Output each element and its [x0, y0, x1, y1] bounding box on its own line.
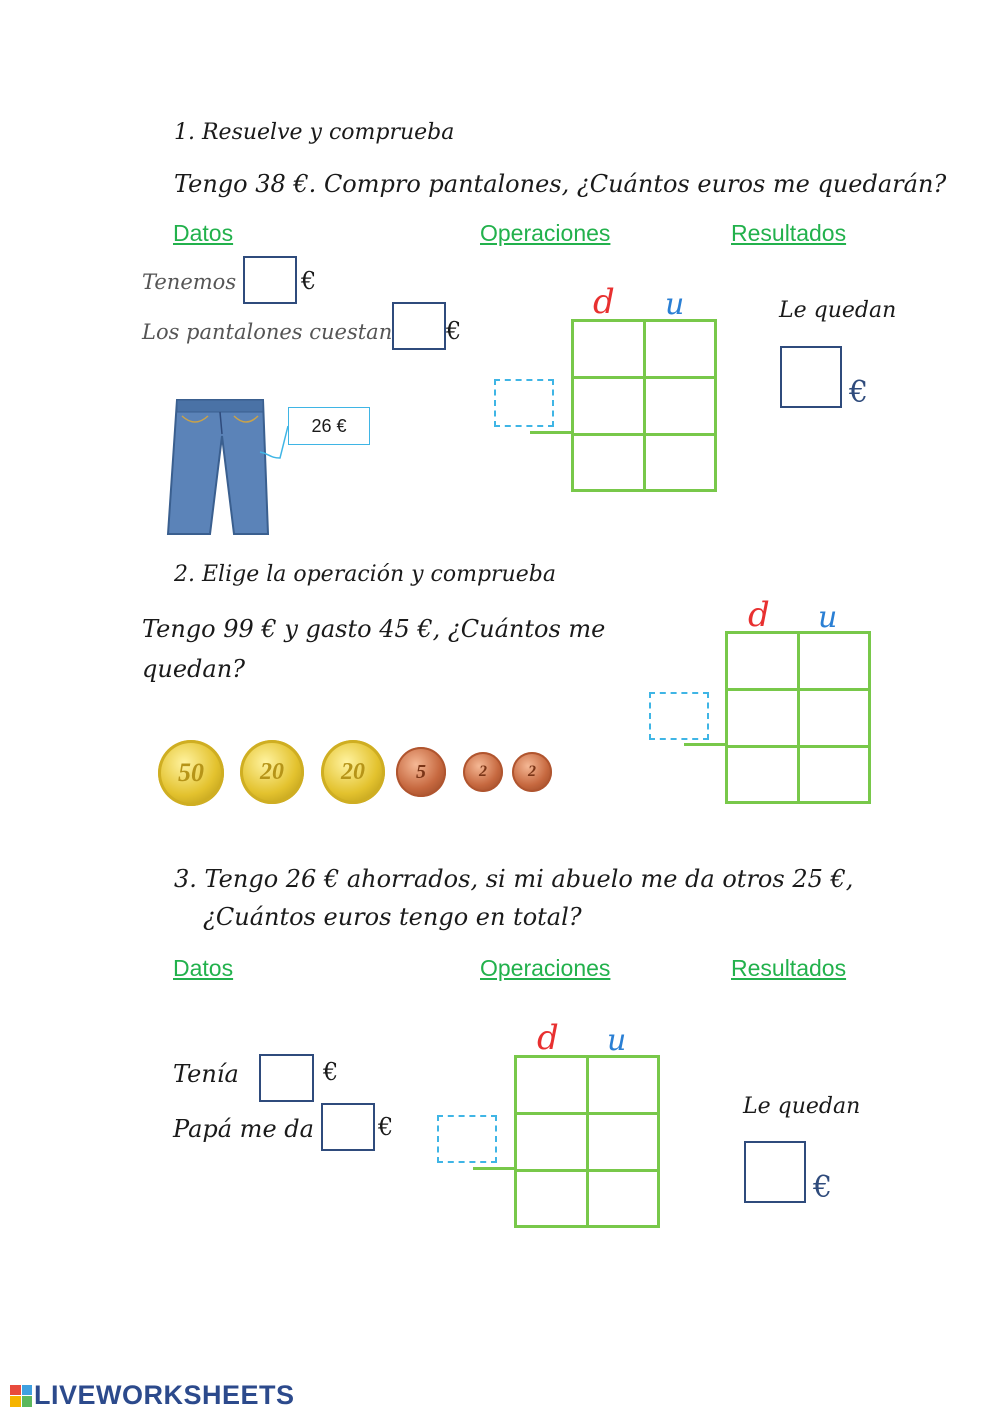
ex2-d-label: d: [748, 595, 770, 635]
ex3-cell-u2[interactable]: [586, 1113, 657, 1165]
coin-2-cent: 2: [512, 752, 552, 792]
ex1-d-label: d: [593, 282, 615, 322]
ex3-header-datos: Datos: [173, 955, 234, 981]
ex2-sum-line: [684, 743, 728, 746]
ex3-d-label: d: [537, 1018, 559, 1058]
ex3-result-input[interactable]: [744, 1141, 806, 1203]
ex2-cell-d1[interactable]: [727, 633, 793, 685]
ex3-result-label: Le quedan: [743, 1094, 861, 1119]
ex3-cell-u3[interactable]: [586, 1170, 657, 1224]
ex2-operator-input[interactable]: [649, 692, 709, 740]
ex1-cell-d2[interactable]: [573, 377, 639, 429]
ex1-tenemos-label: Tenemos: [142, 270, 237, 294]
ex2-cell-u3[interactable]: [797, 746, 868, 800]
ex1-tenemos-input[interactable]: [243, 256, 297, 304]
ex3-tenia-euro: €: [323, 1058, 339, 1086]
ex1-price-tag: [288, 407, 370, 445]
ex1-cell-u1[interactable]: [643, 321, 714, 373]
ex2-cell-d2[interactable]: [727, 689, 793, 741]
ex3-result-euro: €: [813, 1170, 833, 1205]
ex3-title-line2: ¿Cuántos euros tengo en total?: [203, 903, 582, 931]
ex3-papa-input[interactable]: [321, 1103, 375, 1151]
ex2-u-label: u: [818, 600, 838, 635]
ex1-cell-d3[interactable]: [573, 434, 639, 488]
ex3-u-label: u: [607, 1023, 627, 1058]
ex3-header-resultados: Resultados: [731, 955, 847, 981]
ex3-header-operaciones: Operaciones: [480, 955, 611, 981]
ex1-header-datos: Datos: [173, 220, 234, 246]
ex2-cell-d3[interactable]: [727, 746, 793, 800]
liveworksheets-brand: LIVEWORKSHEETS: [34, 1380, 295, 1410]
liveworksheets-logo[interactable]: [10, 1380, 295, 1411]
ex1-header-operaciones: Operaciones: [480, 220, 611, 246]
ex3-cell-u1[interactable]: [586, 1057, 657, 1109]
ex1-cell-d1[interactable]: [573, 321, 639, 373]
ex3-operator-input[interactable]: [437, 1115, 497, 1163]
ex3-cell-d2[interactable]: [516, 1113, 582, 1165]
ex3-title-line1: 3. Tengo 26 € ahorrados, si mi abuelo me da otros 25 €,: [174, 865, 854, 893]
coin-2-cent: 2: [463, 752, 503, 792]
ex3-cell-d1[interactable]: [516, 1057, 582, 1109]
ex2-cell-u1[interactable]: [797, 633, 868, 685]
ex1-result-label: Le quedan: [779, 298, 897, 323]
ex3-tenia-label: Tenía: [173, 1060, 239, 1088]
coin-50-cent: 50: [158, 740, 224, 806]
ex1-pantalones-euro: €: [446, 317, 462, 345]
ex1-cell-u3[interactable]: [643, 434, 714, 488]
ex1-cell-u2[interactable]: [643, 377, 714, 429]
ex3-tenia-input[interactable]: [259, 1054, 314, 1102]
coin-5-cent: 5: [396, 747, 446, 797]
ex3-papa-euro: €: [378, 1113, 394, 1141]
ex1-pantalones-label: Los pantalones cuestan: [142, 320, 393, 344]
ex2-cell-u2[interactable]: [797, 689, 868, 741]
ex1-title: 1. Resuelve y comprueba: [174, 120, 455, 145]
ex2-title: 2. Elige la operación y comprueba: [174, 562, 556, 587]
ex1-operator-input[interactable]: [494, 379, 554, 427]
ex1-result-euro: €: [849, 375, 869, 410]
ex1-result-input[interactable]: [780, 346, 842, 408]
ex1-tenemos-euro: €: [301, 267, 317, 295]
liveworksheets-logo-icon: [10, 1385, 32, 1407]
ex1-pantalones-input[interactable]: [392, 302, 446, 350]
ex2-problem-line1: Tengo 99 € y gasto 45 €, ¿Cuántos me: [142, 615, 606, 643]
ex1-price-text: 26 €: [311, 415, 347, 436]
ex3-cell-d3[interactable]: [516, 1170, 582, 1224]
ex3-sum-line: [473, 1167, 517, 1170]
ex1-header-resultados: Resultados: [731, 220, 847, 246]
ex2-problem-line2: quedan?: [142, 655, 246, 683]
ex1-u-label: u: [665, 287, 685, 322]
ex1-problem: Tengo 38 €. Compro pantalones, ¿Cuántos euros me quedarán?: [174, 170, 947, 198]
coin-20-cent: 20: [240, 740, 304, 804]
coin-20-cent: 20: [321, 740, 385, 804]
ex3-papa-label: Papá me da: [173, 1115, 314, 1143]
ex1-sum-line: [530, 431, 574, 434]
